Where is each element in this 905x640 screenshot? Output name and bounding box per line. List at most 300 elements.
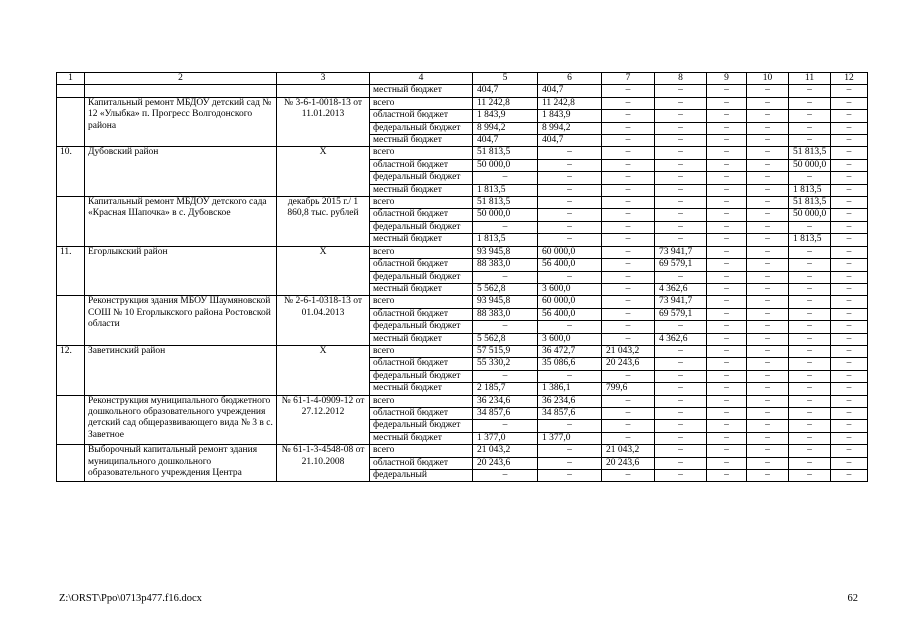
value-col-12: – xyxy=(831,197,868,209)
value-col-11: – xyxy=(789,383,831,395)
value-col-9: – xyxy=(707,432,747,444)
value-col-11: – xyxy=(789,97,831,109)
value-col-5: 1 843,9 xyxy=(473,110,538,122)
value-col-6: 1 843,9 xyxy=(538,110,602,122)
value-col-9: – xyxy=(707,407,747,419)
value-col-12: – xyxy=(831,259,868,271)
value-col-7: – xyxy=(602,321,655,333)
value-col-10: – xyxy=(747,172,789,184)
value-col-9: – xyxy=(707,85,747,97)
value-col-6: – xyxy=(538,209,602,221)
value-col-6: 36 472,7 xyxy=(538,345,602,357)
value-col-5: 5 562,8 xyxy=(473,333,538,345)
value-col-10: – xyxy=(747,184,789,196)
value-col-8: – xyxy=(655,209,707,221)
value-col-11: – xyxy=(789,457,831,469)
document-ref xyxy=(277,85,370,97)
document-ref: Х xyxy=(277,246,370,296)
value-col-5: 1 813,5 xyxy=(473,184,538,196)
value-col-7: 799,6 xyxy=(602,383,655,395)
row-number: 10. xyxy=(57,147,85,197)
footer-file-path: Z:\ORST\Ppo\0713p477.f16.docx xyxy=(59,593,202,604)
value-col-9: – xyxy=(707,383,747,395)
value-col-11: – xyxy=(789,85,831,97)
value-col-8: – xyxy=(655,445,707,457)
value-col-7: – xyxy=(602,246,655,258)
column-number-7: 7 xyxy=(602,73,655,85)
value-col-5: – xyxy=(473,420,538,432)
value-col-9: – xyxy=(707,358,747,370)
value-col-5: 50 000,0 xyxy=(473,159,538,171)
value-col-12: – xyxy=(831,358,868,370)
value-col-9: – xyxy=(707,234,747,246)
funding-source: областной бюджет xyxy=(370,457,473,469)
value-col-12: – xyxy=(831,159,868,171)
value-col-7: – xyxy=(602,259,655,271)
funding-source: федеральный бюджет xyxy=(370,172,473,184)
funding-source: всего xyxy=(370,296,473,308)
row-number xyxy=(57,296,85,346)
value-col-11: – xyxy=(789,283,831,295)
value-col-11: 51 813,5 xyxy=(789,147,831,159)
value-col-10: – xyxy=(747,296,789,308)
value-col-8: – xyxy=(655,110,707,122)
value-col-11: – xyxy=(789,358,831,370)
value-col-10: – xyxy=(747,234,789,246)
value-col-10: – xyxy=(747,122,789,134)
value-col-9: – xyxy=(707,135,747,147)
value-col-8: – xyxy=(655,432,707,444)
value-col-5: – xyxy=(473,271,538,283)
value-col-10: – xyxy=(747,308,789,320)
value-col-10: – xyxy=(747,407,789,419)
table-header-row xyxy=(57,73,868,85)
value-col-7: 20 243,6 xyxy=(602,358,655,370)
value-col-7: – xyxy=(602,209,655,221)
value-col-5: 8 994,2 xyxy=(473,122,538,134)
value-col-10: – xyxy=(747,246,789,258)
value-col-6: 56 400,0 xyxy=(538,259,602,271)
table-row xyxy=(57,345,868,357)
value-col-5: – xyxy=(473,221,538,233)
value-col-8: – xyxy=(655,271,707,283)
column-number-9: 9 xyxy=(707,73,747,85)
value-col-8: – xyxy=(655,122,707,134)
value-col-12: – xyxy=(831,296,868,308)
value-col-9: – xyxy=(707,457,747,469)
object-name: Реконструкция здания МБОУ Шаумяновской СОШ № 10 Егорлыкского района Ростовской области xyxy=(85,296,277,346)
value-col-9: – xyxy=(707,209,747,221)
value-col-7: – xyxy=(602,370,655,382)
value-col-9: – xyxy=(707,296,747,308)
row-number xyxy=(57,85,85,97)
budget-table xyxy=(56,72,868,482)
value-col-6: 11 242,8 xyxy=(538,97,602,109)
value-col-12: – xyxy=(831,395,868,407)
value-col-7: – xyxy=(602,296,655,308)
value-col-9: – xyxy=(707,283,747,295)
value-col-5: 88 383,0 xyxy=(473,259,538,271)
value-col-5: 57 515,9 xyxy=(473,345,538,357)
value-col-7: – xyxy=(602,172,655,184)
value-col-8: – xyxy=(655,358,707,370)
value-col-5: – xyxy=(473,321,538,333)
value-col-6: – xyxy=(538,221,602,233)
value-col-12: – xyxy=(831,234,868,246)
value-col-10: – xyxy=(747,85,789,97)
value-col-5: – xyxy=(473,370,538,382)
value-col-7: – xyxy=(602,395,655,407)
table-row xyxy=(57,445,868,457)
column-number-4: 4 xyxy=(370,73,473,85)
document-ref: № 61-1-4-0909-12 от 27.12.2012 xyxy=(277,395,370,445)
row-number xyxy=(57,395,85,445)
value-col-5: 11 242,8 xyxy=(473,97,538,109)
value-col-11: 50 000,0 xyxy=(789,159,831,171)
column-number-3: 3 xyxy=(277,73,370,85)
funding-source: областной бюджет xyxy=(370,110,473,122)
value-col-10: – xyxy=(747,432,789,444)
funding-source: всего xyxy=(370,395,473,407)
value-col-12: – xyxy=(831,147,868,159)
value-col-8: – xyxy=(655,147,707,159)
value-col-7: – xyxy=(602,97,655,109)
value-col-11: – xyxy=(789,172,831,184)
value-col-12: – xyxy=(831,370,868,382)
funding-source: местный бюджет xyxy=(370,184,473,196)
row-number: 11. xyxy=(57,246,85,296)
value-col-5: 34 857,6 xyxy=(473,407,538,419)
funding-source: областной бюджет xyxy=(370,308,473,320)
value-col-5: 50 000,0 xyxy=(473,209,538,221)
value-col-12: – xyxy=(831,420,868,432)
object-name: Заветинский район xyxy=(85,345,277,395)
value-col-10: – xyxy=(747,470,789,482)
value-col-11: – xyxy=(789,407,831,419)
value-col-6: 35 086,6 xyxy=(538,358,602,370)
value-col-9: – xyxy=(707,271,747,283)
value-col-6: – xyxy=(538,420,602,432)
value-col-11: – xyxy=(789,110,831,122)
table-row xyxy=(57,147,868,159)
column-number-8: 8 xyxy=(655,73,707,85)
funding-source: областной бюджет xyxy=(370,259,473,271)
value-col-6: – xyxy=(538,321,602,333)
value-col-9: – xyxy=(707,345,747,357)
value-col-6: – xyxy=(538,147,602,159)
value-col-12: – xyxy=(831,432,868,444)
table-row xyxy=(57,197,868,209)
value-col-12: – xyxy=(831,333,868,345)
value-col-10: – xyxy=(747,259,789,271)
value-col-10: – xyxy=(747,457,789,469)
value-col-10: – xyxy=(747,370,789,382)
value-col-7: – xyxy=(602,135,655,147)
table-row xyxy=(57,246,868,258)
value-col-9: – xyxy=(707,122,747,134)
value-col-8: – xyxy=(655,457,707,469)
value-col-12: – xyxy=(831,97,868,109)
value-col-8: – xyxy=(655,420,707,432)
column-number-5: 5 xyxy=(473,73,538,85)
value-col-6: 36 234,6 xyxy=(538,395,602,407)
value-col-9: – xyxy=(707,321,747,333)
value-col-12: – xyxy=(831,172,868,184)
value-col-12: – xyxy=(831,246,868,258)
value-col-10: – xyxy=(747,159,789,171)
value-col-8: 73 941,7 xyxy=(655,296,707,308)
value-col-11: – xyxy=(789,135,831,147)
value-col-5: 1 813,5 xyxy=(473,234,538,246)
value-col-7: – xyxy=(602,308,655,320)
value-col-10: – xyxy=(747,110,789,122)
value-col-6: 404,7 xyxy=(538,135,602,147)
value-col-8: – xyxy=(655,321,707,333)
funding-source: областной бюджет xyxy=(370,358,473,370)
value-col-10: – xyxy=(747,283,789,295)
value-col-11: – xyxy=(789,246,831,258)
value-col-11: 1 813,5 xyxy=(789,234,831,246)
document-ref: Х xyxy=(277,345,370,395)
row-number xyxy=(57,97,85,147)
row-number xyxy=(57,445,85,482)
value-col-7: – xyxy=(602,432,655,444)
value-col-5: 51 813,5 xyxy=(473,147,538,159)
table-row xyxy=(57,395,868,407)
table-row xyxy=(57,97,868,109)
value-col-6: – xyxy=(538,370,602,382)
value-col-7: – xyxy=(602,407,655,419)
value-col-9: – xyxy=(707,445,747,457)
value-col-8: – xyxy=(655,135,707,147)
value-col-5: 2 185,7 xyxy=(473,383,538,395)
value-col-9: – xyxy=(707,197,747,209)
value-col-8: 69 579,1 xyxy=(655,308,707,320)
value-col-11: – xyxy=(789,470,831,482)
value-col-9: – xyxy=(707,308,747,320)
value-col-10: – xyxy=(747,383,789,395)
funding-source: областной бюджет xyxy=(370,159,473,171)
value-col-5: 88 383,0 xyxy=(473,308,538,320)
value-col-12: – xyxy=(831,457,868,469)
funding-source: местный бюджет xyxy=(370,283,473,295)
value-col-8: – xyxy=(655,197,707,209)
value-col-11: 51 813,5 xyxy=(789,197,831,209)
value-col-10: – xyxy=(747,221,789,233)
document-ref: № 61-1-3-4548-08 от 21.10.2008 xyxy=(277,445,370,482)
value-col-10: – xyxy=(747,358,789,370)
value-col-12: – xyxy=(831,345,868,357)
funding-source: местный бюджет xyxy=(370,432,473,444)
value-col-11: – xyxy=(789,370,831,382)
value-col-6: – xyxy=(538,457,602,469)
value-col-10: – xyxy=(747,97,789,109)
value-col-11: – xyxy=(789,420,831,432)
value-col-6: – xyxy=(538,234,602,246)
row-number: 12. xyxy=(57,345,85,395)
value-col-8: – xyxy=(655,470,707,482)
object-name: Дубовский район xyxy=(85,147,277,197)
value-col-6: – xyxy=(538,159,602,171)
value-col-5: 36 234,6 xyxy=(473,395,538,407)
value-col-11: – xyxy=(789,432,831,444)
value-col-6: 56 400,0 xyxy=(538,308,602,320)
value-col-7: – xyxy=(602,159,655,171)
funding-source: местный бюджет xyxy=(370,383,473,395)
value-col-5: 93 945,8 xyxy=(473,246,538,258)
value-col-7: – xyxy=(602,110,655,122)
value-col-6: 404,7 xyxy=(538,85,602,97)
table-row xyxy=(57,85,868,97)
value-col-8: – xyxy=(655,172,707,184)
value-col-9: – xyxy=(707,97,747,109)
funding-source: местный бюджет xyxy=(370,85,473,97)
funding-source: всего xyxy=(370,345,473,357)
table-row xyxy=(57,296,868,308)
value-col-12: – xyxy=(831,184,868,196)
value-col-12: – xyxy=(831,209,868,221)
value-col-9: – xyxy=(707,246,747,258)
value-col-11: – xyxy=(789,221,831,233)
column-number-11: 11 xyxy=(789,73,831,85)
value-col-5: 51 813,5 xyxy=(473,197,538,209)
value-col-6: 34 857,6 xyxy=(538,407,602,419)
value-col-5: 55 330,2 xyxy=(473,358,538,370)
funding-source: всего xyxy=(370,197,473,209)
funding-source: местный бюджет xyxy=(370,333,473,345)
value-col-6: – xyxy=(538,271,602,283)
funding-source: федеральный бюджет xyxy=(370,221,473,233)
funding-source: федеральный xyxy=(370,470,473,482)
value-col-12: – xyxy=(831,445,868,457)
value-col-11: 50 000,0 xyxy=(789,209,831,221)
funding-source: всего xyxy=(370,445,473,457)
column-number-10: 10 xyxy=(747,73,789,85)
value-col-6: 3 600,0 xyxy=(538,333,602,345)
value-col-7: – xyxy=(602,234,655,246)
value-col-12: – xyxy=(831,470,868,482)
row-number xyxy=(57,197,85,247)
value-col-9: – xyxy=(707,333,747,345)
value-col-12: – xyxy=(831,271,868,283)
value-col-8: – xyxy=(655,184,707,196)
funding-source: всего xyxy=(370,246,473,258)
value-col-7: – xyxy=(602,271,655,283)
value-col-6: 60 000,0 xyxy=(538,296,602,308)
value-col-6: 8 994,2 xyxy=(538,122,602,134)
value-col-12: – xyxy=(831,122,868,134)
object-name: Капитальный ремонт МБДОУ детского сада «Красная Шапочка» в с. Дубовское xyxy=(85,197,277,247)
funding-source: всего xyxy=(370,147,473,159)
value-col-7: 20 243,6 xyxy=(602,457,655,469)
value-col-7: – xyxy=(602,147,655,159)
value-col-6: – xyxy=(538,470,602,482)
value-col-7: – xyxy=(602,470,655,482)
funding-source: федеральный бюджет xyxy=(370,321,473,333)
object-name: Выборочный капитальный ремонт здания муниципального дошкольного образовательного учреждения Центра xyxy=(85,445,277,482)
value-col-8: – xyxy=(655,395,707,407)
value-col-6: – xyxy=(538,172,602,184)
value-col-12: – xyxy=(831,383,868,395)
value-col-10: – xyxy=(747,135,789,147)
value-col-10: – xyxy=(747,209,789,221)
value-col-9: – xyxy=(707,159,747,171)
value-col-7: – xyxy=(602,85,655,97)
value-col-9: – xyxy=(707,470,747,482)
value-col-6: 3 600,0 xyxy=(538,283,602,295)
funding-source: областной бюджет xyxy=(370,209,473,221)
value-col-11: – xyxy=(789,122,831,134)
value-col-11: – xyxy=(789,345,831,357)
value-col-12: – xyxy=(831,283,868,295)
value-col-9: – xyxy=(707,172,747,184)
document-ref: № 2-6-1-0318-13 от 01.04.2013 xyxy=(277,296,370,346)
value-col-7: – xyxy=(602,420,655,432)
object-name xyxy=(85,85,277,97)
value-col-8: 4 362,6 xyxy=(655,283,707,295)
value-col-10: – xyxy=(747,147,789,159)
value-col-6: – xyxy=(538,184,602,196)
value-col-9: – xyxy=(707,110,747,122)
value-col-5: 21 043,2 xyxy=(473,445,538,457)
value-col-8: – xyxy=(655,85,707,97)
value-col-10: – xyxy=(747,271,789,283)
value-col-11: – xyxy=(789,445,831,457)
funding-source: местный бюджет xyxy=(370,234,473,246)
value-col-9: – xyxy=(707,221,747,233)
value-col-8: – xyxy=(655,97,707,109)
column-number-12: 12 xyxy=(831,73,868,85)
value-col-12: – xyxy=(831,221,868,233)
value-col-8: – xyxy=(655,345,707,357)
funding-source: федеральный бюджет xyxy=(370,122,473,134)
value-col-11: – xyxy=(789,296,831,308)
value-col-8: – xyxy=(655,407,707,419)
value-col-12: – xyxy=(831,135,868,147)
value-col-7: – xyxy=(602,122,655,134)
value-col-8: 73 941,7 xyxy=(655,246,707,258)
column-number-1: 1 xyxy=(57,73,85,85)
value-col-8: – xyxy=(655,370,707,382)
value-col-5: 20 243,6 xyxy=(473,457,538,469)
value-col-7: – xyxy=(602,184,655,196)
column-number-2: 2 xyxy=(85,73,277,85)
value-col-11: – xyxy=(789,333,831,345)
value-col-5: – xyxy=(473,172,538,184)
value-col-12: – xyxy=(831,407,868,419)
funding-source: федеральный бюджет xyxy=(370,271,473,283)
value-col-12: – xyxy=(831,321,868,333)
column-number-6: 6 xyxy=(538,73,602,85)
value-col-5: 93 945,8 xyxy=(473,296,538,308)
value-col-12: – xyxy=(831,308,868,320)
value-col-8: 69 579,1 xyxy=(655,259,707,271)
value-col-8: – xyxy=(655,383,707,395)
funding-source: федеральный бюджет xyxy=(370,420,473,432)
value-col-7: – xyxy=(602,333,655,345)
object-name: Реконструкция муниципального бюджетного дошкольного образовательного учреждения детский сад общеразвивающего вида № 3 в с. Заветное xyxy=(85,395,277,445)
value-col-8: – xyxy=(655,221,707,233)
value-col-8: – xyxy=(655,234,707,246)
value-col-10: – xyxy=(747,445,789,457)
value-col-11: – xyxy=(789,271,831,283)
document-ref: декабрь 2015 г./ 1 860,8 тыс. рублей xyxy=(277,197,370,247)
value-col-7: 21 043,2 xyxy=(602,345,655,357)
document-ref: № 3-6-1-0018-13 от 11.01.2013 xyxy=(277,97,370,147)
funding-source: областной бюджет xyxy=(370,407,473,419)
footer-page-number: 62 xyxy=(847,593,858,604)
value-col-11: – xyxy=(789,308,831,320)
